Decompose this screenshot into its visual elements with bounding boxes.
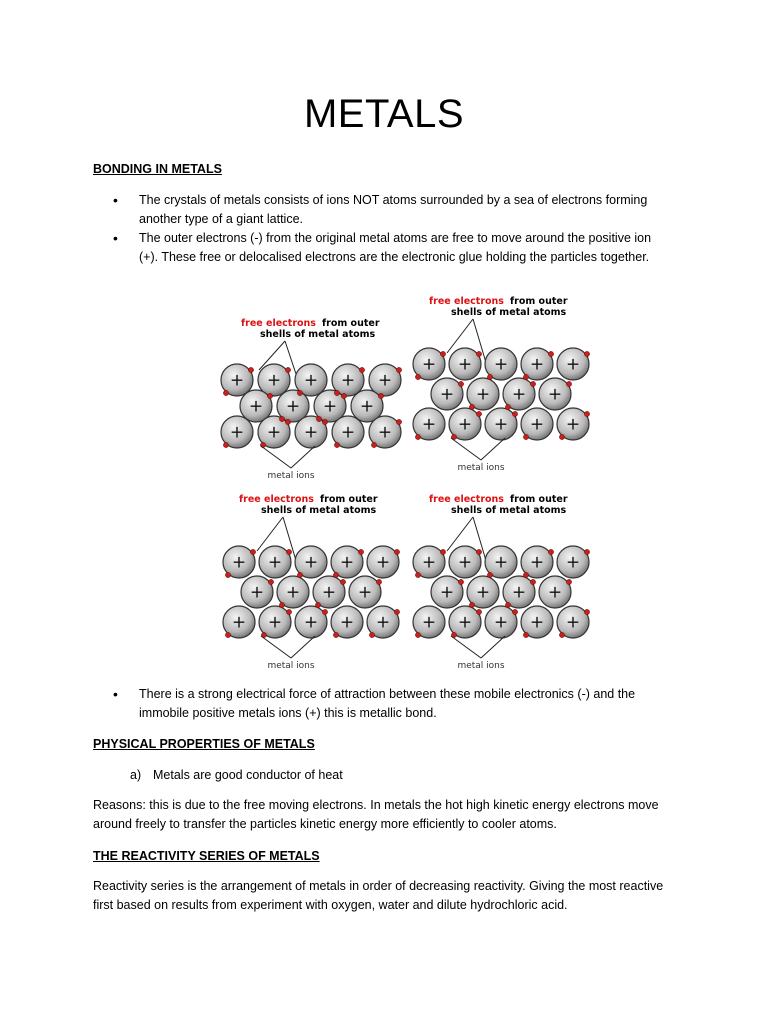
electron — [260, 442, 265, 447]
pointer-line — [447, 517, 473, 551]
electron — [333, 572, 338, 577]
plus-sign: + — [493, 414, 509, 435]
plus-sign: + — [493, 552, 509, 573]
electron — [523, 632, 528, 637]
electron — [566, 381, 571, 386]
electron — [285, 367, 290, 372]
plus-sign: + — [248, 396, 264, 417]
pointer-line — [257, 517, 283, 551]
electron — [297, 390, 302, 395]
plus-sign: + — [267, 552, 283, 573]
plus-sign: + — [493, 612, 509, 633]
metal-ions-label: metal ions — [267, 471, 315, 481]
metal-ions-label: metal ions — [267, 661, 315, 671]
plus-sign: + — [375, 612, 391, 633]
plus-sign: + — [529, 612, 545, 633]
electron — [487, 572, 492, 577]
electron — [512, 411, 517, 416]
electron — [512, 609, 517, 614]
lattice-svg — [215, 292, 405, 482]
electron — [476, 609, 481, 614]
electron — [248, 367, 253, 372]
plus-sign: + — [565, 354, 581, 375]
electron — [286, 609, 291, 614]
electron — [371, 442, 376, 447]
plus-sign: + — [357, 582, 373, 603]
electron — [334, 390, 339, 395]
metal-ions-label: metal ions — [457, 661, 505, 671]
plus-sign: + — [267, 612, 283, 633]
electron — [341, 393, 346, 398]
plus-sign: + — [377, 422, 393, 443]
pointer-line — [291, 446, 315, 468]
plus-sign: + — [375, 552, 391, 573]
page-title: METALS — [303, 92, 465, 136]
plus-sign: + — [475, 582, 491, 603]
electron — [505, 404, 510, 409]
electron — [523, 434, 528, 439]
plus-sign: + — [493, 354, 509, 375]
plus-sign: + — [457, 414, 473, 435]
shells-label: shells of metal atoms — [451, 505, 567, 516]
electron — [340, 579, 345, 584]
plus-sign: + — [339, 552, 355, 573]
pointer-line — [451, 636, 481, 658]
electron — [333, 632, 338, 637]
plus-sign: + — [421, 414, 437, 435]
reactivity-paragraph: Reactivity series is the arrangement of metals in order of decreasing reactivity. Giving the most reactive first based on results from experiment with oxygen, water and dilute hydrochloric acid. — [93, 879, 664, 912]
numbered-item — [130, 766, 343, 785]
electron — [225, 632, 230, 637]
electron — [250, 549, 255, 554]
plus-sign: + — [231, 552, 247, 573]
plus-sign: + — [439, 582, 455, 603]
electron — [315, 602, 320, 607]
lattice-diagram-1 — [215, 292, 405, 482]
plus-sign: + — [377, 370, 393, 391]
electron — [268, 579, 273, 584]
electron — [476, 351, 481, 356]
electron — [415, 434, 420, 439]
electron — [548, 549, 553, 554]
electron — [394, 609, 399, 614]
section-heading-reactivity: THE REACTIVITY SERIES OF METALS — [93, 849, 320, 863]
electron — [359, 367, 364, 372]
plus-sign: + — [266, 370, 282, 391]
electron — [523, 374, 528, 379]
plus-sign: + — [547, 384, 563, 405]
item-text: Metals are good conductor of heat — [153, 768, 343, 782]
plus-sign: + — [322, 396, 338, 417]
electron — [297, 572, 302, 577]
electron — [559, 434, 564, 439]
plus-sign: + — [475, 384, 491, 405]
electron — [440, 351, 445, 356]
electron — [523, 572, 528, 577]
free-electrons-label: free electrons — [429, 494, 504, 505]
plus-sign: + — [339, 612, 355, 633]
metal-ions-label: metal ions — [457, 463, 505, 473]
shells-label: shells of metal atoms — [261, 505, 377, 516]
electron — [530, 381, 535, 386]
electron — [334, 442, 339, 447]
electron — [469, 602, 474, 607]
plus-sign: + — [229, 422, 245, 443]
electron — [548, 351, 553, 356]
plus-sign: + — [529, 552, 545, 573]
lattice-diagram-2 — [405, 292, 595, 482]
bonding-bullet-list — [113, 191, 673, 267]
plus-sign: + — [231, 612, 247, 633]
electron — [559, 632, 564, 637]
electron — [458, 579, 463, 584]
item-label: a) — [130, 768, 142, 782]
electron — [584, 351, 589, 356]
electron — [396, 367, 401, 372]
free-electrons-label: free electrons — [239, 494, 314, 505]
electron — [322, 419, 327, 424]
plus-sign: + — [303, 552, 319, 573]
reasons-paragraph: Reasons: this is due to the free moving electrons. In metals the hot high kinetic energy electrons move around freely to transfer the particles kinetic energy more efficiently to cooler atoms. — [93, 798, 659, 831]
shells-label: shells of metal atoms — [260, 329, 376, 340]
plus-sign: + — [565, 612, 581, 633]
electron — [584, 549, 589, 554]
plus-sign: + — [547, 582, 563, 603]
plus-sign: + — [266, 422, 282, 443]
electron — [223, 390, 228, 395]
pointer-line — [481, 438, 505, 460]
pointer-line — [261, 446, 291, 468]
electron — [378, 393, 383, 398]
from-outer-label: from outer — [510, 296, 568, 307]
plus-sign: + — [303, 422, 319, 443]
electron — [279, 602, 284, 607]
plus-sign: + — [303, 612, 319, 633]
free-electrons-label: free electrons — [429, 296, 504, 307]
section-heading-physical: PHYSICAL PROPERTIES OF METALS — [93, 737, 315, 751]
pointer-line — [291, 636, 315, 658]
plus-sign: + — [285, 396, 301, 417]
shells-label: shells of metal atoms — [451, 307, 567, 318]
plus-sign: + — [321, 582, 337, 603]
pointer-line — [451, 438, 481, 460]
pointer-line — [447, 319, 473, 353]
plus-sign: + — [457, 612, 473, 633]
electron — [566, 579, 571, 584]
lattice-diagram-4 — [405, 490, 595, 680]
pointer-line — [481, 636, 505, 658]
electron — [469, 404, 474, 409]
electron — [530, 579, 535, 584]
plus-sign: + — [229, 370, 245, 391]
plus-sign: + — [249, 582, 265, 603]
plus-sign: + — [340, 422, 356, 443]
electron — [369, 632, 374, 637]
electron — [396, 419, 401, 424]
bonding-bullet-list-2 — [113, 685, 673, 723]
electron — [476, 411, 481, 416]
electron — [505, 602, 510, 607]
lattice-svg — [405, 490, 595, 680]
plus-sign: + — [529, 354, 545, 375]
electron — [487, 374, 492, 379]
section-heading-bonding: BONDING IN METALS — [93, 162, 222, 176]
from-outer-label: from outer — [320, 494, 378, 505]
plus-sign: + — [565, 414, 581, 435]
plus-sign: + — [511, 384, 527, 405]
electron — [358, 549, 363, 554]
electron — [440, 549, 445, 554]
electron — [415, 572, 420, 577]
electron — [267, 393, 272, 398]
plus-sign: + — [340, 370, 356, 391]
electron — [279, 416, 284, 421]
plus-sign: + — [457, 354, 473, 375]
bullet-item: • The outer electrons (-) from the original metal atoms are free to move around the positive ion (+). These free or delocalised electrons are the electronic glue holding the particles together. — [113, 229, 673, 267]
electron — [584, 411, 589, 416]
electron — [458, 381, 463, 386]
electron — [316, 416, 321, 421]
bullet-item: • The crystals of metals consists of ions NOT atoms surrounded by a sea of electrons forming another type of a giant lattice. — [113, 191, 673, 229]
plus-sign: + — [303, 370, 319, 391]
plus-sign: + — [421, 354, 437, 375]
electron — [286, 549, 291, 554]
pointer-line — [261, 636, 291, 658]
plus-sign: + — [285, 582, 301, 603]
free-electrons-label: free electrons — [241, 318, 316, 329]
electron — [584, 609, 589, 614]
electron — [285, 419, 290, 424]
plus-sign: + — [421, 552, 437, 573]
electron — [376, 579, 381, 584]
plus-sign: + — [421, 612, 437, 633]
from-outer-label: from outer — [510, 494, 568, 505]
plus-sign: + — [529, 414, 545, 435]
electron — [476, 549, 481, 554]
lattice-svg — [405, 292, 595, 482]
electron — [322, 609, 327, 614]
electron — [415, 632, 420, 637]
lattice-svg — [215, 490, 405, 680]
plus-sign: + — [565, 552, 581, 573]
plus-sign: + — [457, 552, 473, 573]
electron — [394, 549, 399, 554]
electron — [223, 442, 228, 447]
plus-sign: + — [359, 396, 375, 417]
from-outer-label: from outer — [322, 318, 380, 329]
electron — [225, 572, 230, 577]
electron — [415, 374, 420, 379]
lattice-diagram-3 — [215, 490, 405, 680]
plus-sign: + — [439, 384, 455, 405]
plus-sign: + — [511, 582, 527, 603]
bullet-item: • There is a strong electrical force of attraction between these mobile electronics (-) and the immobile positive metals ions (+) this is metallic bond. — [113, 685, 673, 723]
